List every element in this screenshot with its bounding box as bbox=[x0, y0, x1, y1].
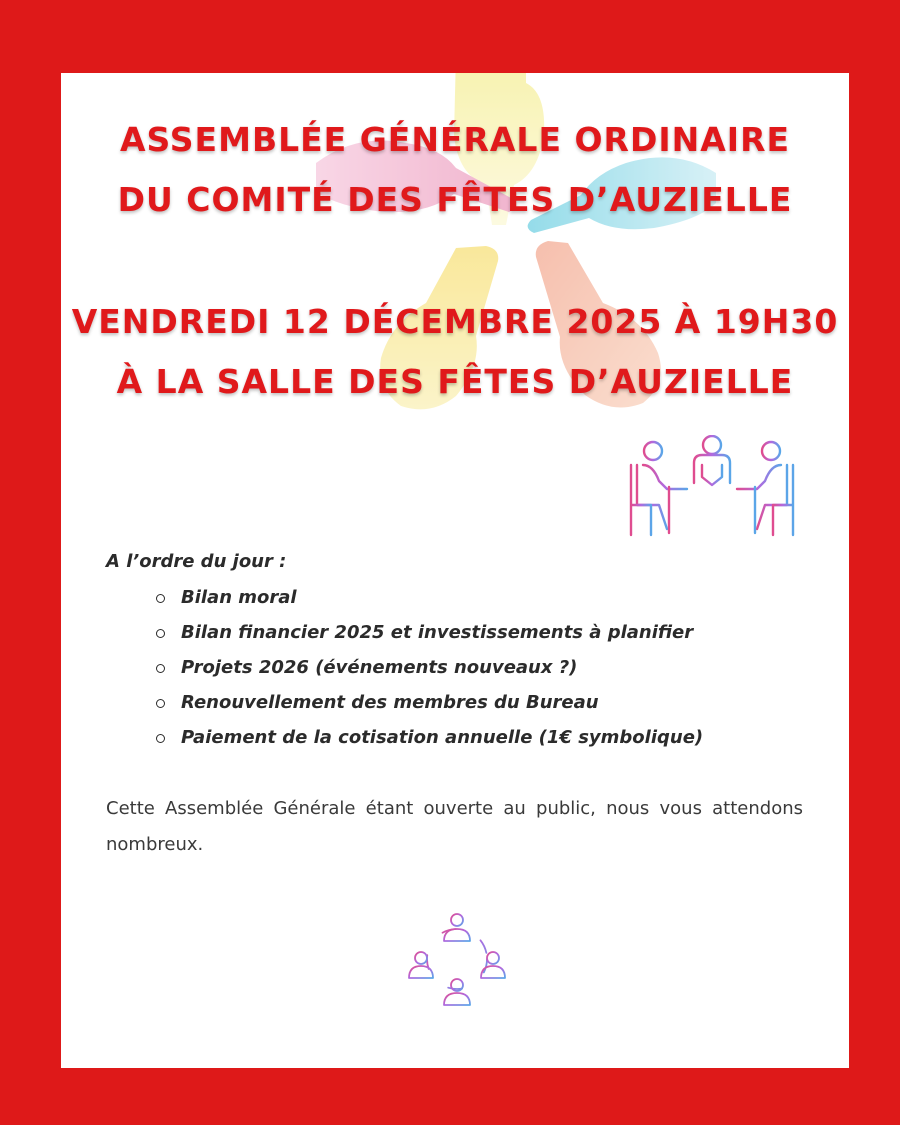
meeting-table-icon bbox=[629, 435, 795, 543]
title-line-2: DU COMITÉ DES FÊTES D’AUZIELLE bbox=[117, 180, 793, 219]
bullet-icon bbox=[156, 664, 165, 673]
agenda-list bbox=[156, 585, 703, 760]
agenda-item bbox=[156, 690, 703, 725]
closing-paragraph: Cette Assemblée Générale étant ouverte au public, nous vous attendons nombreux. bbox=[106, 798, 803, 855]
bullet-icon bbox=[156, 629, 165, 638]
agenda-item-text: Projets 2026 (événements nouveaux ?) bbox=[181, 657, 578, 678]
agenda-item-text: Bilan financier 2025 et investissements à planifier bbox=[181, 622, 694, 643]
agenda-heading: A l’ordre du jour : bbox=[106, 551, 287, 572]
agenda-item-text: Paiement de la cotisation annuelle (1€ symbolique) bbox=[181, 727, 704, 748]
poster-card bbox=[61, 73, 849, 1068]
agenda-item bbox=[156, 585, 703, 620]
people-network-icon bbox=[407, 911, 507, 1007]
bullet-icon bbox=[156, 699, 165, 708]
agenda-item-text: Bilan moral bbox=[181, 587, 297, 608]
agenda-item bbox=[156, 725, 703, 760]
event-place: À LA SALLE DES FÊTES D’AUZIELLE bbox=[116, 362, 794, 401]
event-date: VENDREDI 12 DÉCEMBRE 2025 À 19H30 bbox=[71, 302, 839, 341]
bullet-icon bbox=[156, 734, 165, 743]
agenda-item bbox=[156, 655, 703, 690]
agenda-item-text: Renouvellement des membres du Bureau bbox=[181, 692, 599, 713]
title-line-1: ASSEMBLÉE GÉNÉRALE ORDINAIRE bbox=[119, 120, 791, 159]
main-title bbox=[61, 121, 849, 219]
agenda-item bbox=[156, 620, 703, 655]
event-details bbox=[61, 303, 849, 401]
bullet-icon bbox=[156, 594, 165, 603]
